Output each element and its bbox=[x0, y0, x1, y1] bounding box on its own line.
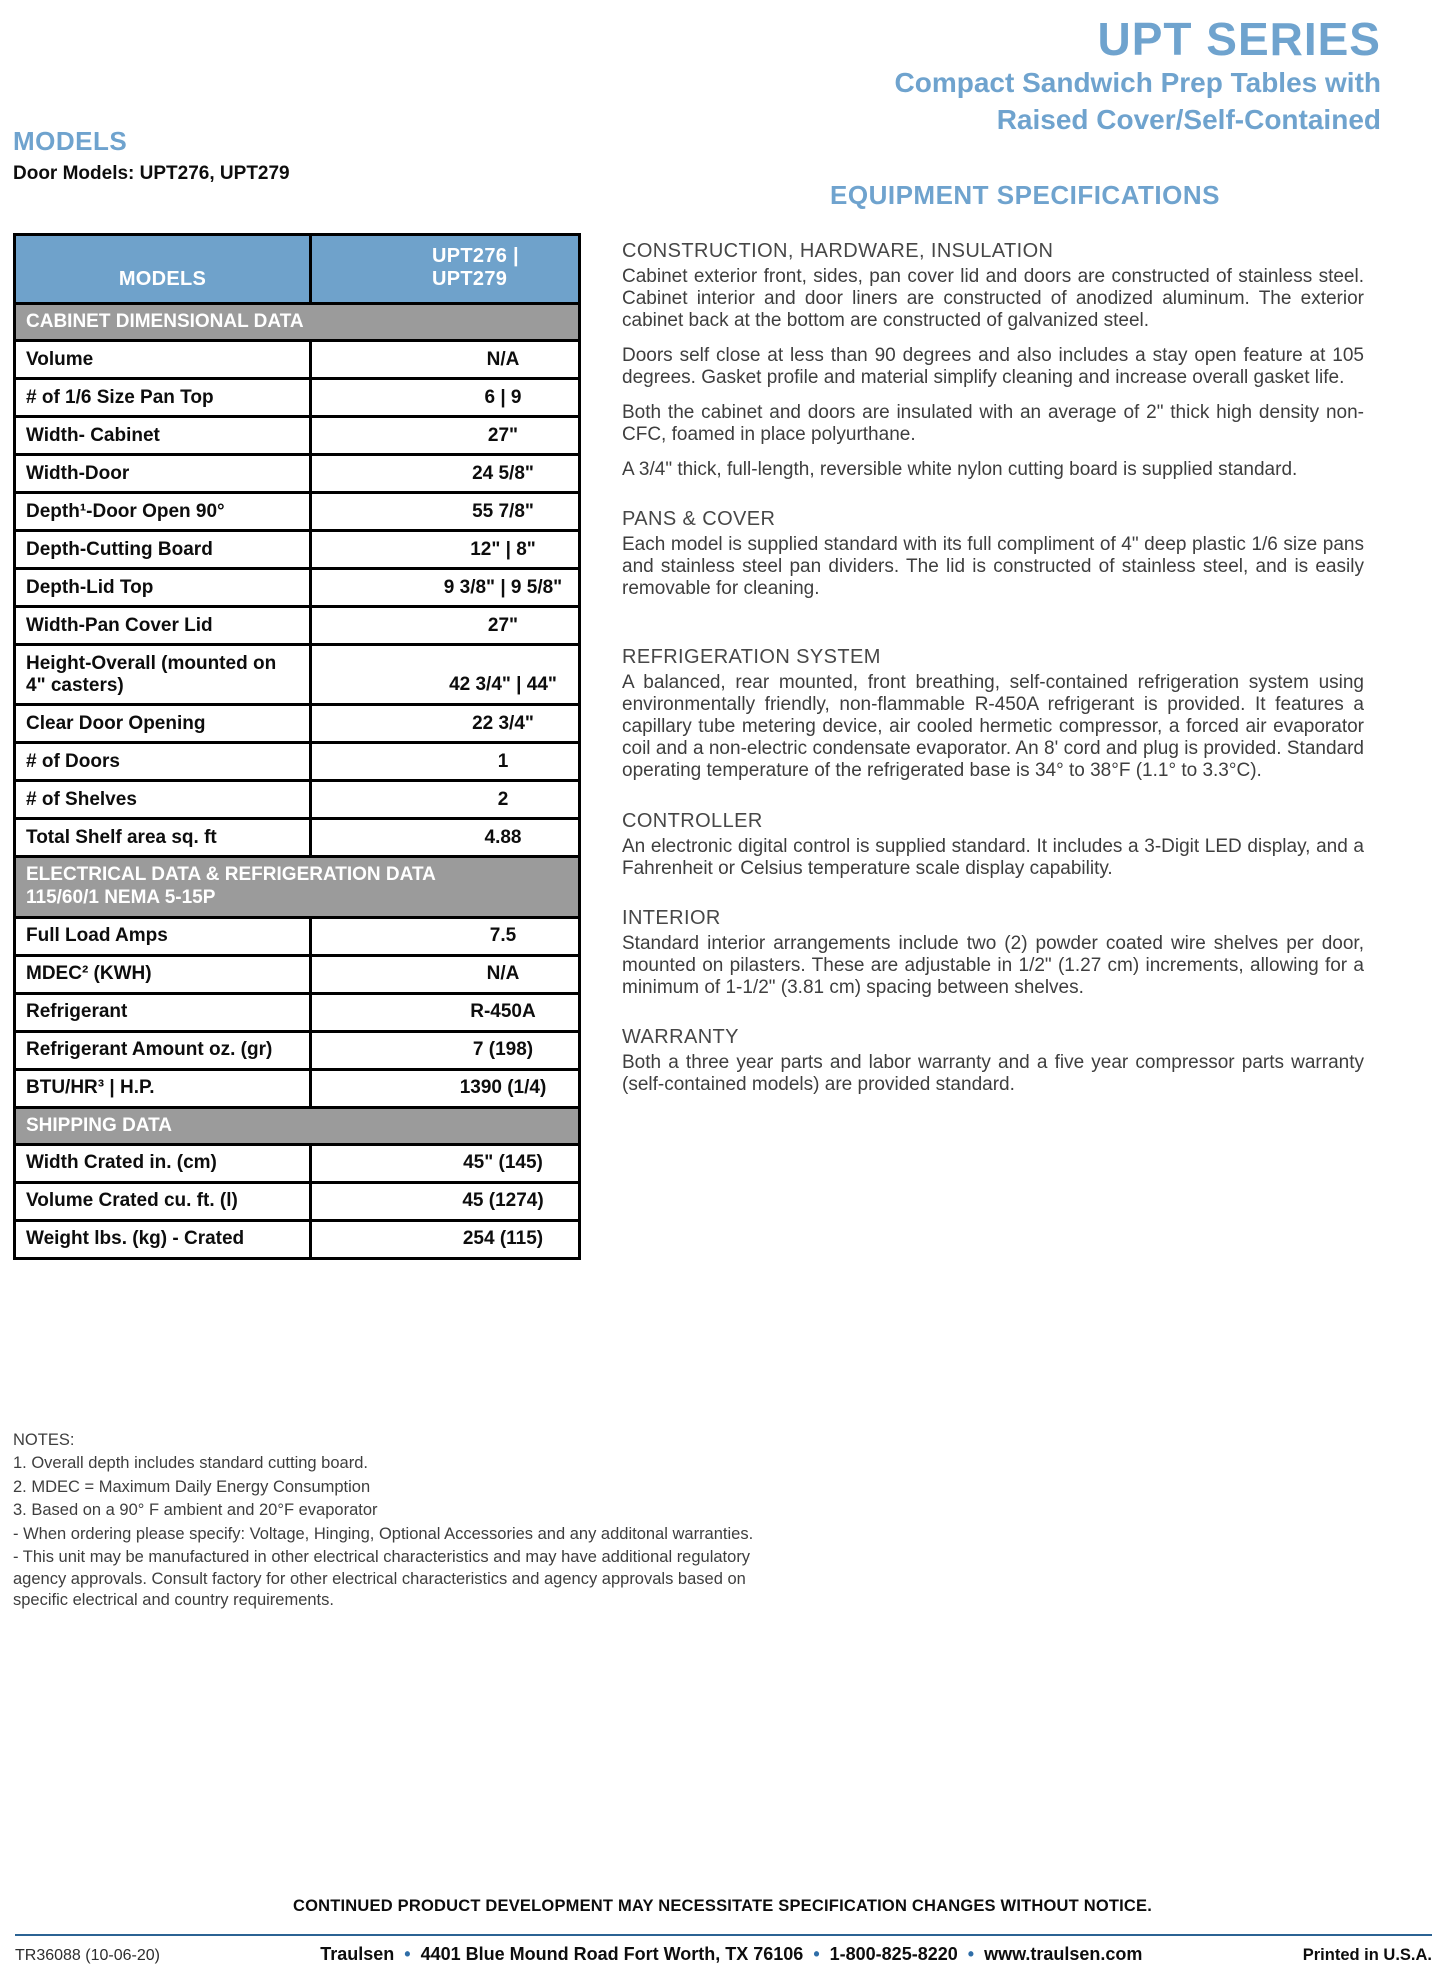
series-subtitle-line1: Compact Sandwich Prep Tables with bbox=[894, 67, 1381, 98]
notes-heading: NOTES: bbox=[13, 1431, 75, 1449]
table-row bbox=[16, 605, 578, 643]
row-label: MDEC² (KWH) bbox=[16, 957, 312, 992]
row-label: Refrigerant bbox=[16, 995, 312, 1030]
table-row bbox=[16, 339, 578, 377]
row-label: # of 1/6 Size Pan Top bbox=[16, 380, 312, 415]
spec-section-title: CONTROLLER bbox=[622, 809, 763, 832]
table-row bbox=[16, 1219, 578, 1257]
row-label: Width- Cabinet bbox=[16, 418, 312, 453]
table-row bbox=[16, 992, 578, 1030]
table-row bbox=[16, 779, 578, 817]
spec-section-title: CONSTRUCTION, HARDWARE, INSULATION bbox=[622, 240, 1054, 262]
spec-paragraph: Both the cabinet and doors are insulated with an average of 2" thick high density non-CFC, foamed in place polyurthane. bbox=[622, 402, 1364, 446]
footer-doc-code: TR36088 (10-06-20) bbox=[15, 1947, 160, 1964]
note-line: - This unit may be manufactured in other electrical characteristics and may have additional regulatory agency approvals. Consult factory for other electrical characteristics and agency approvals based on specific electrical and country requirements. bbox=[13, 1548, 751, 1610]
table-row bbox=[16, 703, 578, 741]
row-value: 6 | 9 bbox=[484, 386, 522, 408]
table-header-model-values: UPT276 | UPT279 bbox=[432, 245, 519, 290]
row-label: Clear Door Opening bbox=[16, 706, 312, 741]
footer-printed-in: Printed in U.S.A. bbox=[1302, 1946, 1432, 1964]
row-value: 27" bbox=[487, 424, 519, 446]
table-row bbox=[16, 1143, 578, 1181]
row-value: R-450A bbox=[470, 1001, 536, 1023]
row-value: 24 5/8" bbox=[472, 462, 534, 484]
row-value: 9 3/8" | 9 5/8" bbox=[443, 576, 563, 598]
row-label: Weight lbs. (kg) - Crated bbox=[16, 1222, 312, 1257]
row-value: 1 bbox=[497, 750, 509, 772]
table-header-row bbox=[16, 236, 578, 302]
row-label: Width Crated in. (cm) bbox=[16, 1146, 312, 1181]
table-row bbox=[16, 1068, 578, 1106]
row-label: Depth-Lid Top bbox=[16, 570, 312, 605]
row-value: N/A bbox=[486, 963, 520, 985]
table-row bbox=[16, 377, 578, 415]
row-label: Volume Crated cu. ft. (l) bbox=[16, 1184, 312, 1219]
footer-company: Traulsen bbox=[320, 1944, 395, 1964]
row-value: 22 3/4" bbox=[472, 712, 534, 734]
specifications-table bbox=[13, 233, 581, 1260]
table-header-models: MODELS bbox=[16, 236, 312, 302]
row-label: BTU/HR³ | H.P. bbox=[16, 1071, 312, 1106]
spec-paragraph: Standard interior arrangements include two (2) powder coated wire shelves per door, mounted on pilasters. These are adjustable in 1/2" (1.27 cm) increments, allowing for a minimum of 1-1/2" (3.81 cm) spacing between shelves. bbox=[622, 932, 1364, 998]
spec-section-controller bbox=[622, 810, 1364, 880]
row-value: 42 3/4" | 44" bbox=[449, 674, 557, 696]
spec-section-title: REFRIGERATION SYSTEM bbox=[622, 646, 881, 669]
table-row bbox=[16, 954, 578, 992]
spec-paragraph: An electronic digital control is supplied standard. It includes a 3-Digit LED display, and a Fahrenheit or Celsius temperature scale display capability. bbox=[622, 835, 1364, 879]
row-value: N/A bbox=[486, 348, 520, 370]
table-row bbox=[16, 567, 578, 605]
row-value: 55 7/8" bbox=[472, 500, 534, 522]
row-value: 254 (115) bbox=[462, 1228, 544, 1250]
row-value: 45" (145) bbox=[463, 1152, 543, 1174]
bullet-icon: • bbox=[967, 1944, 975, 1964]
table-row bbox=[16, 453, 578, 491]
row-label: Refrigerant Amount oz. (gr) bbox=[16, 1033, 312, 1068]
table-row bbox=[16, 817, 578, 855]
footer-phone: 1-800-825-8220 bbox=[829, 1944, 958, 1964]
band-title: ELECTRICAL DATA & REFRIGERATION DATA bbox=[26, 864, 436, 886]
row-label: Total Shelf area sq. ft bbox=[16, 820, 312, 855]
row-value: 45 (1274) bbox=[462, 1190, 544, 1212]
spec-section-warranty bbox=[622, 1026, 1364, 1096]
note-line: 2. MDEC = Maximum Daily Energy Consumption bbox=[13, 1477, 371, 1496]
note-line: 3. Based on a 90° F ambient and 20°F evaporator bbox=[13, 1501, 378, 1520]
row-label: Width-Pan Cover Lid bbox=[16, 608, 312, 643]
series-title: UPT SERIES bbox=[1097, 13, 1381, 65]
section-band-cabinet-dimensional: CABINET DIMENSIONAL DATA bbox=[16, 302, 578, 339]
table-row bbox=[16, 643, 578, 703]
spec-section-interior bbox=[622, 907, 1364, 999]
row-label: Depth-Cutting Board bbox=[16, 532, 312, 567]
spec-paragraph: Cabinet exterior front, sides, pan cover lid and doors are constructed of stainless steel. Cabinet interior and door liners are constructed of anodized aluminum. The exterior cabinet back at the bottom are constructed of galvanized steel. bbox=[622, 266, 1364, 332]
row-label: Full Load Amps bbox=[16, 919, 312, 954]
table-row bbox=[16, 741, 578, 779]
table-row bbox=[16, 415, 578, 453]
table-row bbox=[16, 916, 578, 954]
row-value: 2 bbox=[497, 788, 509, 810]
row-label: Volume bbox=[16, 342, 312, 377]
table-row bbox=[16, 491, 578, 529]
row-label: Depth¹-Door Open 90° bbox=[16, 494, 312, 529]
series-subtitle-line2: Raised Cover/Self-Contained bbox=[996, 104, 1381, 136]
spec-paragraph: Each model is supplied standard with its full compliment of 4" deep plastic 1/6 size pans and stainless steel pan dividers. The lid is constructed of stainless steel, and is easily removable for cleaning. bbox=[622, 534, 1364, 600]
row-label: Height-Overall (mounted on 4" casters) bbox=[16, 646, 312, 703]
document-header bbox=[894, 13, 1381, 136]
footer-divider-rule bbox=[15, 1934, 1432, 1936]
equipment-specifications-body bbox=[622, 240, 1364, 1096]
row-value: 7 (198) bbox=[472, 1039, 534, 1061]
row-label: # of Shelves bbox=[16, 782, 312, 817]
bullet-icon: • bbox=[404, 1944, 411, 1964]
note-line: 1. Overall depth includes standard cutting board. bbox=[13, 1454, 368, 1473]
row-value: 12" | 8" bbox=[470, 538, 536, 560]
row-value: 4.88 bbox=[484, 826, 522, 848]
section-band-shipping: SHIPPING DATA bbox=[16, 1106, 578, 1143]
row-label: # of Doors bbox=[16, 744, 312, 779]
footer-contact-line bbox=[160, 1944, 1303, 1965]
band-subtitle: 115/60/1 NEMA 5-15P bbox=[26, 887, 216, 909]
footer-notice: CONTINUED PRODUCT DEVELOPMENT MAY NECESSITATE SPECIFICATION CHANGES WITHOUT NOTICE. bbox=[292, 1897, 1153, 1915]
door-models-line: Door Models: UPT276, UPT279 bbox=[13, 163, 290, 184]
spec-section-refrigeration bbox=[622, 646, 1364, 782]
spec-section-title: WARRANTY bbox=[622, 1025, 739, 1048]
footer-row bbox=[15, 1944, 1432, 1965]
note-line: - When ordering please specify: Voltage, Hinging, Optional Accessories and any additonal warranties. bbox=[13, 1524, 754, 1543]
row-value: 27" bbox=[487, 614, 519, 636]
spec-section-construction bbox=[622, 240, 1364, 481]
spec-section-title: INTERIOR bbox=[622, 906, 721, 929]
spec-section-pans-cover bbox=[622, 508, 1364, 600]
models-section-heading: MODELS bbox=[13, 126, 128, 156]
table-row bbox=[16, 1030, 578, 1068]
footer-address: 4401 Blue Mound Road Fort Worth, TX 76106 bbox=[420, 1944, 804, 1964]
notes-block bbox=[13, 1430, 758, 1614]
equipment-specifications-heading: EQUIPMENT SPECIFICATIONS bbox=[830, 180, 1220, 210]
spec-paragraph: A balanced, rear mounted, front breathing, self-contained refrigeration system using environmentally friendly, non-flammable R-450A refrigerant is provided. It features a capillary tube metering device, air cooled hermetic compressor, a forced air evaporator coil and a non-electric condensate evaporator. An 8' cord and plug is provided. Standard operating temperature of the refrigerated base is 34° to 38°F (1.1° to 3.3°C). bbox=[622, 672, 1364, 782]
bullet-icon: • bbox=[813, 1944, 820, 1964]
table-row bbox=[16, 529, 578, 567]
footer-website: www.traulsen.com bbox=[984, 1944, 1143, 1964]
row-value: 1390 (1/4) bbox=[459, 1077, 547, 1099]
row-value: 7.5 bbox=[489, 925, 517, 947]
spec-paragraph: Doors self close at less than 90 degrees and also includes a stay open feature at 105 degrees. Gasket profile and material simplify cleaning and increase overall gasket life. bbox=[622, 345, 1364, 389]
table-row bbox=[16, 1181, 578, 1219]
section-band-electrical-refrigeration bbox=[16, 855, 578, 915]
spec-paragraph: A 3/4" thick, full-length, reversible white nylon cutting board is supplied standard. bbox=[622, 459, 1298, 481]
spec-section-title: PANS & COVER bbox=[622, 508, 776, 531]
spec-paragraph: Both a three year parts and labor warranty and a five year compressor parts warranty (self-contained models) are provided standard. bbox=[622, 1051, 1364, 1095]
row-label: Width-Door bbox=[16, 456, 312, 491]
